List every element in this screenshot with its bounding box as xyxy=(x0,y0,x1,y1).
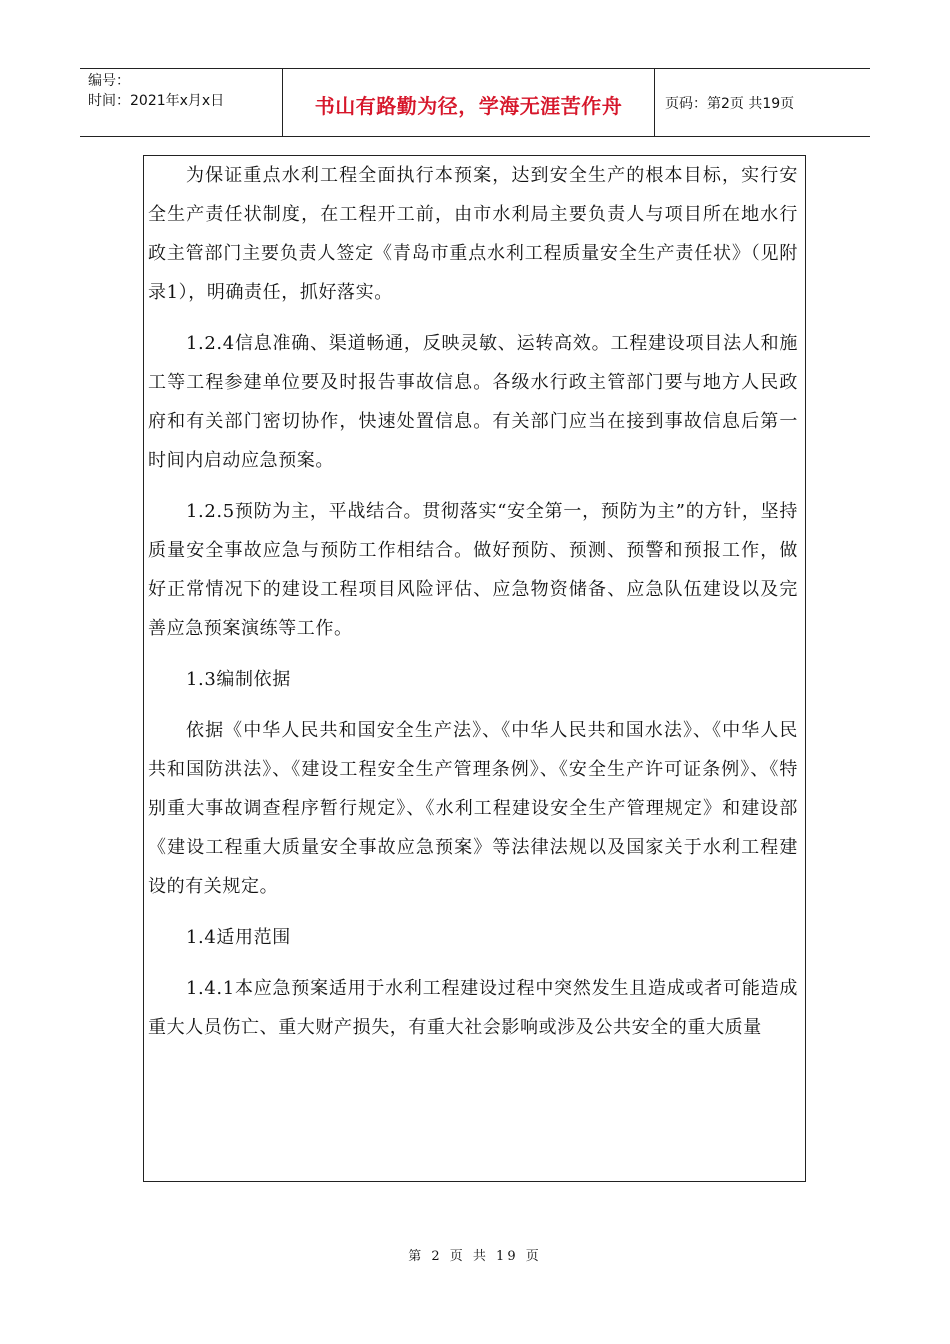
header-meta xyxy=(80,69,283,136)
paragraph: 1.4.1本应急预案适用于水利工程建设过程中突然发生且造成或者可能造成重大人员伤亡、重大财产损失，有重大社会影响或涉及公共安全的重大质量 xyxy=(148,978,798,1038)
paragraph: 为保证重点水利工程全面执行本预案，达到安全生产的根本目标，实行安全生产责任状制度，在工程开工前，由市水利局主要负责人与项目所在地水行政主管部门主要负责人签定《青岛市重点水利工程质量安全生产责任状》（见附录1），明确责任，抓好落实。 xyxy=(148,165,798,303)
paragraph: 1.2.5预防为主，平战结合。贯彻落实“安全第一，预防为主”的方针，坚持质量安全事故应急与预防工作相结合。做好预防、预测、预警和预报工作，做好正常情况下的建设工程项目风险评估、应急物资储备、应急队伍建设以及完善应急预案演练等工作。 xyxy=(148,501,798,639)
paragraph: 依据《中华人民共和国安全生产法》、《中华人民共和国水法》、《中华人民共和国防洪法》、《建设工程安全生产管理条例》、《安全生产许可证条例》、《特别重大事故调查程序暂行规定》、《水利工程建设安全生产管理规定》和建设部《建设工程重大质量安全事故应急预案》等法律法规以及国家关于水利工程建设的有关规定。 xyxy=(148,720,798,897)
date-label: 时间：2021年x月x日 xyxy=(88,93,225,109)
footer-page-number: 第 2 页 共 19 页 xyxy=(408,1249,542,1264)
header-motto: 书山有路勤为径，学海无涯苦作舟 xyxy=(283,69,655,136)
number-label: 编号： xyxy=(88,73,130,89)
section-heading: 1.3编制依据 xyxy=(186,669,291,690)
paragraph: 1.2.4信息准确、渠道畅通，反映灵敏、运转高效。工程建设项目法人和施工等工程参建单位要及时报告事故信息。各级水行政主管部门要与地方人民政府和有关部门密切协作，快速处置信息。有关部门应当在接到事故信息后第一时间内启动应急预案。 xyxy=(148,333,798,471)
header-page-label: 页码：第2页 共19页 xyxy=(665,95,795,112)
page-header xyxy=(80,68,870,137)
section-heading: 1.4适用范围 xyxy=(186,927,291,948)
page-footer xyxy=(0,1245,950,1264)
document-body xyxy=(144,156,805,1047)
content-frame xyxy=(143,155,806,1182)
